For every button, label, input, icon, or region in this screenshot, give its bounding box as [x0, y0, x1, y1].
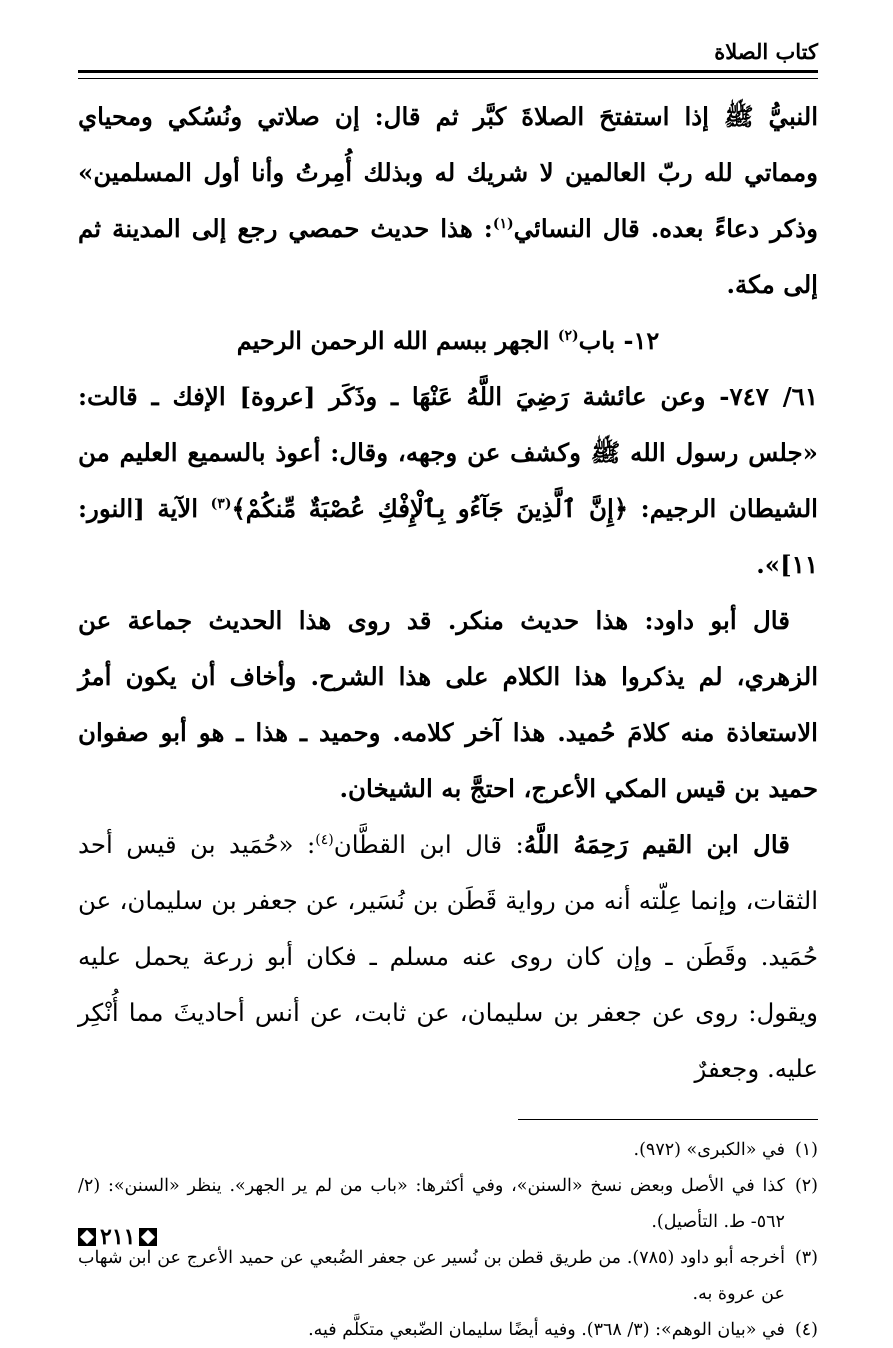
footnote [78, 1168, 818, 1240]
footnote-number: (٤) [794, 1320, 818, 1340]
footnote-text: كذا في الأصل وبعض نسخ «السنن»، وفي أكثرها: «باب من لم ير الجهر». ينظر «السنن»: (٢/ ٥٦٢- ط. التأصيل). [78, 1176, 785, 1232]
paragraph-text: : قال ابن القطَّان [333, 830, 524, 859]
footnote-ref[interactable]: (٢) [557, 328, 579, 344]
ornament-icon [78, 1228, 96, 1246]
chapter-heading [78, 313, 818, 369]
heading-title: الجهر ببسم الله الرحمن الرحيم [236, 326, 558, 355]
paragraph-text: الآية [النور: ١١]». [78, 494, 818, 579]
page-number-block [78, 1224, 157, 1250]
paragraph-text: : هذا حديث حمصي رجع إلى المدينة ثم إلى مكة. [78, 214, 818, 299]
header-rule [78, 70, 818, 79]
running-head: كتاب الصلاة [714, 39, 818, 64]
footnote-separator [518, 1119, 818, 1120]
footnote-number: (٣) [794, 1248, 818, 1268]
book-page [78, 38, 819, 1340]
page-number: ٢١١ [100, 1224, 136, 1250]
footnote [78, 1240, 818, 1312]
footnote-ref[interactable]: (٣) [210, 495, 232, 512]
paragraph-hadith-intro [78, 89, 818, 313]
footnote-ref[interactable]: (٤) [315, 831, 334, 848]
paragraph-ibn-qayyim [78, 817, 818, 1097]
footnote-number: (١) [794, 1140, 818, 1160]
footnote-text: في «بيان الوهم»: (٣/ ٣٦٨). وفيه أيضًا سليمان الضّبعي متكلَّم فيه. [308, 1320, 785, 1340]
paragraph-abu-dawud: قال أبو داود: هذا حديث منكر. قد روى هذا الحديث جماعة عن الزهري، لم يذكروا هذا الكلام على هذا الشرح. وأخاف أن يكون أمرُ الاستعاذة منه كلامَ حُميد. هذا آخر كلامه. وحميد ـ هذا ـ هو أبو صفوان حميد بن قيس المكي الأعرج، احتجَّ به الشيخان. [78, 606, 818, 803]
footnote-number: (٢) [794, 1176, 818, 1196]
footnote-text: أخرجه أبو داود (٧٨٥). من طريق قطن بن نُسير عن جعفر الضُبعي عن حميد الأعرج عن ابن شهاب عن عروة به. [78, 1248, 785, 1304]
footnote-ref[interactable]: (١) [492, 215, 514, 232]
footnote [78, 1132, 818, 1168]
paragraph-text: النبيُّ ﷺ إذا استفتحَ الصلاةَ كبَّر ثم قال: إن صلاتي ونُسُكي ومحياي ومماتي لله ربّ العالمين لا شريك له وبذلك أُمِرتُ وأنا أول المسلمين» وذكر دعاءً بعده. قال النسائي [78, 102, 819, 243]
body-text [78, 89, 818, 1097]
footnotes [78, 1132, 818, 1348]
speaker-label: قال ابن القيم رَحِمَهُ اللَّهُ [523, 830, 791, 859]
ornament-icon [139, 1228, 157, 1246]
paragraph-text: ٦١/ ٧٤٧- وعن عائشة رَضِيَ اللَّهُ عَنْهَا ـ وذَكَر [عروة] الإفك ـ قالت: «جلس رسول الله ﷺ وكشف عن وجهه، وقال: أعوذ بالسميع العليم من الشيطان الرجيم: ﴿إِنَّ ٱلَّذِينَ جَآءُو بِٱلْإِفْكِ عُصْبَةٌ مِّنكُمْ﴾ [78, 382, 818, 523]
heading-number: ١٢- باب [578, 326, 660, 355]
paragraph-text: : «حُمَيد بن قيس أحد الثقات، وإنما عِلّته أنه من رواية قَطَن بن نُسَير، عن جعفر بن سليمان، عن حُمَيد. وقَطَن ـ وإن كان روى عنه مسلم ـ فكان أبو زرعة يحمل عليه ويقول: روى عن جعفر بن سليمان، عن ثابت، عن أنس أحاديثَ مما أُنْكِر عليه. وجعفرٌ [78, 830, 818, 1083]
footnote-text: في «الكبرى» (٩٧٢). [633, 1140, 785, 1160]
paragraph-hadith [78, 369, 818, 593]
footnote [78, 1312, 818, 1348]
